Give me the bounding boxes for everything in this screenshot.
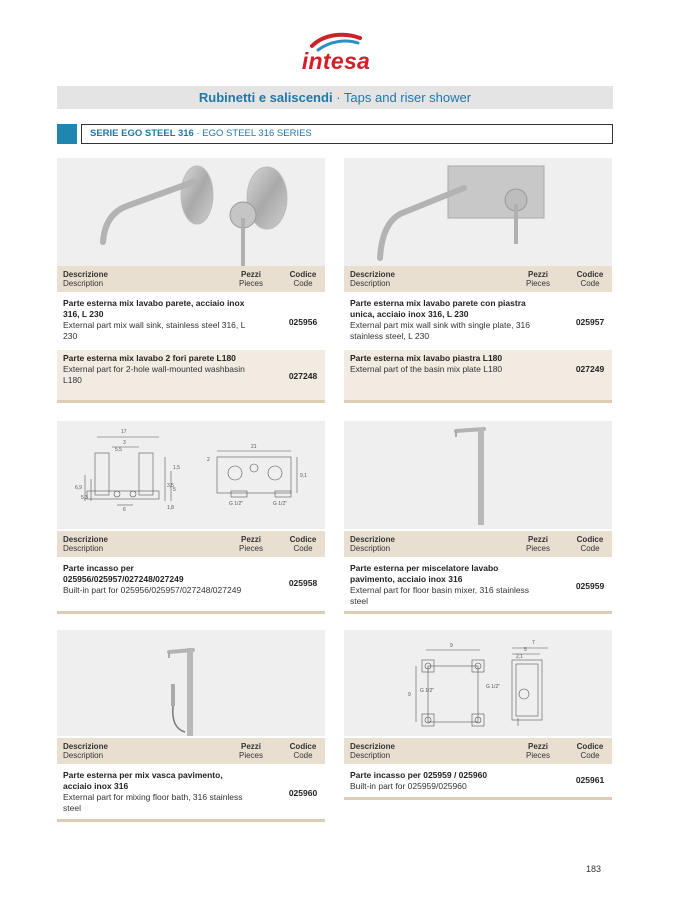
dimension-label: 17 xyxy=(121,429,127,435)
row-desc-it: Parte incasso per 025956/025957/027248/027249 xyxy=(63,563,184,584)
header-desc-it: Descrizione xyxy=(350,742,395,751)
dimension-label: 9,1 xyxy=(300,473,307,479)
header-pieces-en: Pieces xyxy=(238,751,263,760)
dimension-label: 1,8 xyxy=(167,505,174,511)
product-code: 025961 xyxy=(575,775,605,785)
product-image-single-plate-mixer xyxy=(344,158,612,266)
row-desc-en: External part mix wall sink, stainless steel 316, L 230 xyxy=(63,320,246,341)
dimension-label: 5 xyxy=(524,647,527,653)
header-pieces-it: Pezzi xyxy=(240,742,261,751)
series-heading xyxy=(57,124,613,144)
table-header xyxy=(344,266,612,292)
table-bottom-rule xyxy=(344,400,612,403)
header-code-en: Code xyxy=(580,544,600,553)
table-bottom-rule xyxy=(57,819,325,822)
header-code-it: Codice xyxy=(576,535,604,544)
page-title-separator: · xyxy=(336,90,341,105)
table-row xyxy=(57,767,325,819)
dimension-label: 3 xyxy=(123,440,126,446)
table-header xyxy=(57,531,325,557)
header-pieces-it: Pezzi xyxy=(240,270,261,279)
header-code-en: Code xyxy=(580,751,600,760)
header-code-en: Code xyxy=(293,544,313,553)
brand-logo xyxy=(296,32,376,78)
single-plate-mixer-illustration xyxy=(344,158,612,266)
header-code-it: Codice xyxy=(289,270,317,279)
header-pieces-it: Pezzi xyxy=(527,742,548,751)
table-row xyxy=(344,350,612,400)
header-desc-it: Descrizione xyxy=(63,270,108,279)
table-bottom-rule xyxy=(344,611,612,614)
header-desc-en: Description xyxy=(350,751,391,760)
table-bottom-rule xyxy=(57,400,325,403)
table-row xyxy=(344,295,612,349)
page-title-it: Rubinetti e saliscendi xyxy=(198,90,333,105)
row-desc-it: Parte esterna mix lavabo parete con piastra unica, acciaio inox 316, L 230 xyxy=(350,298,526,319)
table-bottom-rule xyxy=(57,611,325,614)
table-row xyxy=(344,560,612,612)
header-pieces-en: Pieces xyxy=(525,751,550,760)
row-desc-en: External part for 2-hole wall-mounted washbasin L180 xyxy=(63,364,245,385)
series-label xyxy=(81,124,613,144)
series-title-it: SERIE EGO STEEL 316 xyxy=(90,128,194,139)
dimension-label: 5,3 xyxy=(81,495,88,501)
header-desc-en: Description xyxy=(350,279,391,288)
product-code: 025958 xyxy=(288,578,318,588)
page-title xyxy=(57,86,613,109)
row-desc-it: Parte esterna mix lavabo 2 fori parete L180 xyxy=(63,353,236,363)
dimension-label: G 1/2" xyxy=(420,688,435,694)
dimension-label: 1,5 xyxy=(173,465,180,471)
dimension-label: G 1/2" xyxy=(229,501,244,507)
header-desc-en: Description xyxy=(63,751,104,760)
header-pieces-en: Pieces xyxy=(238,544,263,553)
product-image-floor-basin-mixer xyxy=(344,421,612,529)
product-code: 025956 xyxy=(288,317,318,327)
floor-built-in-technical-drawing xyxy=(344,630,612,736)
table-bottom-rule xyxy=(344,797,612,800)
table-row xyxy=(344,767,612,797)
header-desc-en: Description xyxy=(63,544,104,553)
row-desc-en: External part for mixing floor bath, 316 stainless steel xyxy=(63,792,243,813)
dimension-label: 6 xyxy=(123,507,126,513)
header-pieces-it: Pezzi xyxy=(527,270,548,279)
header-desc-it: Descrizione xyxy=(63,742,108,751)
row-desc-en: External part for floor basin mixer, 316 stainless steel xyxy=(350,585,530,606)
brand-name: intesa xyxy=(301,48,371,74)
header-desc-en: Description xyxy=(350,544,391,553)
header-pieces-en: Pieces xyxy=(525,279,550,288)
product-image-wall-sink-mixer xyxy=(57,158,325,266)
row-desc-it: Parte esterna mix lavabo parete, acciaio inox 316, L 230 xyxy=(63,298,245,319)
header-code-it: Codice xyxy=(576,742,604,751)
page-title-en: Taps and riser shower xyxy=(343,90,472,105)
product-code: 027248 xyxy=(288,371,318,381)
header-desc-it: Descrizione xyxy=(350,535,395,544)
header-desc-it: Descrizione xyxy=(350,270,395,279)
table-row xyxy=(57,350,325,400)
dimension-label: 5 xyxy=(173,487,176,493)
dimension-label: 7 xyxy=(532,640,535,646)
table-header xyxy=(344,738,612,764)
product-code: 027249 xyxy=(575,364,605,374)
header-pieces-en: Pieces xyxy=(238,279,263,288)
floor-bath-mixer-illustration xyxy=(57,630,325,736)
product-code: 025960 xyxy=(288,788,318,798)
dimension-label: 2 xyxy=(207,457,210,463)
built-in-technical-drawing xyxy=(57,421,325,529)
row-desc-it: Parte esterna per mix vasca pavimento, acciaio inox 316 xyxy=(63,770,223,791)
dimension-label: 9 xyxy=(450,643,453,649)
table-row xyxy=(57,295,325,349)
header-desc-it: Descrizione xyxy=(63,535,108,544)
header-code-en: Code xyxy=(293,279,313,288)
product-code: 025959 xyxy=(575,581,605,591)
row-desc-en: Built-in part for 025959/025960 xyxy=(350,781,467,791)
row-desc-it: Parte esterna mix lavabo piastra L180 xyxy=(350,353,503,363)
product-image-floor-built-in-drawing xyxy=(344,630,612,736)
page-number: 183 xyxy=(586,864,602,874)
header-code-it: Codice xyxy=(576,270,604,279)
header-code-en: Code xyxy=(293,751,313,760)
dimension-label: G 1/2" xyxy=(486,684,501,690)
header-pieces-it: Pezzi xyxy=(240,535,261,544)
header-pieces-en: Pieces xyxy=(525,544,550,553)
header-code-it: Codice xyxy=(289,742,317,751)
header-code-en: Code xyxy=(580,279,600,288)
header-pieces-it: Pezzi xyxy=(527,535,548,544)
dimension-label: 6,9 xyxy=(75,485,82,491)
dimension-label: 9 xyxy=(408,692,411,698)
product-image-built-in-drawing xyxy=(57,421,325,529)
series-title-en: EGO STEEL 316 SERIES xyxy=(202,128,312,139)
series-marker xyxy=(57,124,77,144)
header-desc-en: Description xyxy=(63,279,104,288)
row-desc-it: Parte esterna per miscelatore lavabo pavimento, acciaio inox 316 xyxy=(350,563,499,584)
series-separator: · xyxy=(196,128,200,139)
product-code: 025957 xyxy=(575,317,605,327)
row-desc-it: Parte incasso per 025959 / 025960 xyxy=(350,770,488,780)
header-code-it: Codice xyxy=(289,535,317,544)
floor-basin-mixer-illustration xyxy=(344,421,612,529)
table-header xyxy=(57,266,325,292)
dimension-label: 5,5 xyxy=(115,447,122,453)
row-desc-en: External part of the basin mix plate L180 xyxy=(350,364,503,374)
dimension-label: G 1/2" xyxy=(273,501,288,507)
table-row xyxy=(57,560,325,612)
dimension-label: 2,1 xyxy=(516,654,523,660)
row-desc-en: Built-in part for 025956/025957/027248/027249 xyxy=(63,585,242,595)
table-header xyxy=(57,738,325,764)
dimension-label: 21 xyxy=(251,444,257,450)
wall-mixer-illustration xyxy=(57,158,325,266)
dimension-label: 3,5 xyxy=(167,483,174,489)
product-image-floor-bath-mixer xyxy=(57,630,325,736)
table-header xyxy=(344,531,612,557)
row-desc-en: External part mix wall sink with single plate, 316 stainless steel, L 230 xyxy=(350,320,530,341)
